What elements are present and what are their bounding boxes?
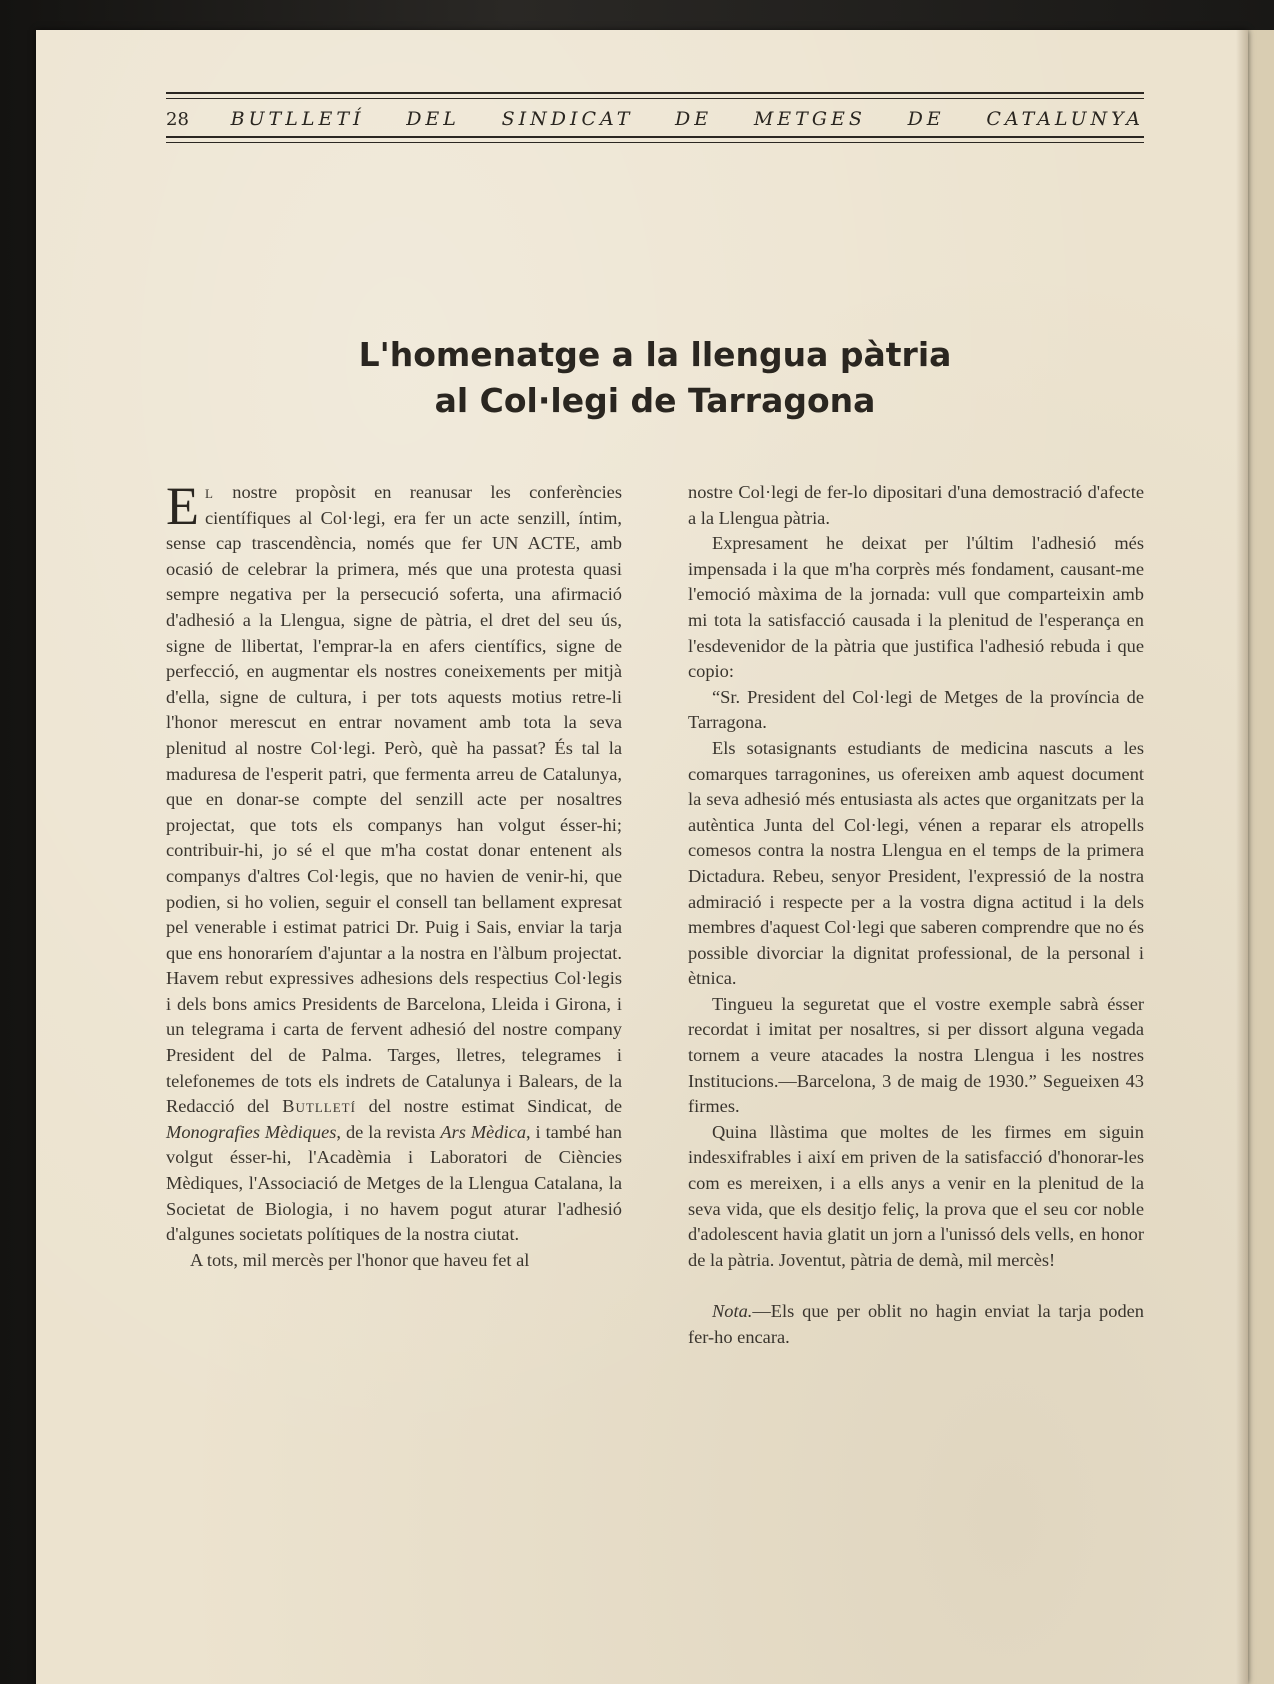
- adjacent-page-edge: [1248, 30, 1274, 1684]
- running-head: [166, 106, 1144, 132]
- paragraph: nostre Col·legi de fer-lo dipositari d'una demostració d'afecte a la Llengua pàtria.: [688, 482, 1144, 528]
- running-head-word: DE: [907, 108, 945, 130]
- smallcaps-text: l: [205, 482, 214, 502]
- running-head-word: CATALUNYA: [986, 108, 1144, 130]
- right-column: [688, 480, 1144, 1351]
- paragraph-text: del nostre estimat Sindicat, de: [355, 1096, 622, 1117]
- article-title-line-1: L'homenatge a la llengua pàtria: [358, 335, 952, 374]
- quoted-letter-salutation: “Sr. President del Col·legi de Metges de la província de Tarragona.: [688, 686, 1144, 733]
- article-title-line-2: al Col·legi de Tarragona: [434, 381, 876, 420]
- quoted-letter-body: Els sotasignants estudiants de medicina nascuts a les comarques tarragonines, us ofereixen amb aquest document la seva adhesió més entusiasta als actes que organitzats per la autèntica Junta del Col·legi, vénen a reparar els atropells comesos contra la nostra Llengua en el temps de la primera Dictadura. Rebeu, senyor President, l'expressió de la nostra admiració i respecte per a la vostra digna actitud i la dels membres d'aquest Col·legi que saberen comprendre que no és possible divorciar la dignitat professional, de la personal i ètnica.: [688, 737, 1144, 989]
- note-text: —Els que per oblit no hagin enviat la tarja poden fer-ho encara.: [688, 1301, 1144, 1347]
- page-number: 28: [166, 108, 189, 130]
- running-head-word: BUTLLETÍ: [230, 108, 365, 130]
- header-rule-bottom: [166, 136, 1144, 143]
- running-head-word: DE: [675, 108, 713, 130]
- paragraph-text: nostre propòsit en reanusar les conferències científiques al Col·legi, era fer un acte senzill, íntim, sense cap trascendència, només que fer UN ACTE, amb ocasió de celebrar la primera, més que una protesta quasi sempre negativa per la persecució soferta, una afirmació d'adhesió a la Llengua, signe de pàtria, el dret del seu ús, signe de llibertat, l'emprar-la en afers científics, signe de perfecció, en augmentar els nostres coneixements per mitjà d'ella, signe de cultura, i per tots aquests motius retre-li l'honor merescut en entrar novament amb tota la seva plenitud al nostre Col·legi. Però, què ha passat? És tal la maduresa de l'esperit patri, que fermenta arreu de Catalunya, que en donar-se compte del senzill acte per nosaltres projectat, que tots els companys han volgut ésser-hi; contribuir-hi, jo sé el que m'ha costat donar entenent als companys d'altres Col·legis, que no havien de venir-hi, que podien, si ho volien, seguir el consell tan bellament expresat pel venerable i estimat patrici Dr. Puig i Sais, enviar la tarja que ens honoraríem d'ajuntar a la nostra en l'àlbum projectat. Havem rebut expressives adhesions dels respectius Col·legis i dels bons amics Presidents de Barcelona, Lleida i Girona, i un telegrama i carta de fervent adhesió del nostre company President del de Palma. Targes, lletres, telegrames i telefonemes de tots els indrets de Catalunya i Balears, de la Redacció del: [166, 482, 622, 1117]
- article-body: [166, 476, 1144, 1480]
- page-gutter-shadow: [1236, 30, 1248, 1684]
- header-rule-top: [166, 92, 1144, 99]
- spacer: [688, 1273, 1144, 1299]
- left-column: [166, 476, 622, 1273]
- article-title: [166, 332, 1144, 424]
- paragraph: Expresament he deixat per l'últim l'adhesió més impensada i la que m'ha corprès més fondament, causant-me l'emoció màxima de la jornada: vull que comparteixin amb mi tota la satisfacció causada i la plenitud de l'esperança en l'esdevenidor de la pàtria que justifica l'adhesió rebuda i que copio:: [688, 533, 1144, 682]
- running-head-word: DEL: [406, 108, 460, 130]
- publication-name: Butlletí: [282, 1096, 356, 1117]
- drop-cap: E: [166, 476, 199, 536]
- note: [688, 1299, 1144, 1350]
- note-label: Nota.: [712, 1301, 753, 1322]
- paragraph: Quina llàstima que moltes de les firmes em siguin indesxifrables i així em priven de la satisfacció d'honorar-les com es mereixen, i a ells anys a venir en la plenitud de la seva vida, que els desitjo feliç, la prova que el seu cor noble d'adolescent havia glatit un jorn a l'unissó dels vells, en honor de la pàtria. Joventut, pàtria de demà, mil mercès!: [688, 1121, 1144, 1270]
- paragraph: A tots, mil mercès per l'honor que haveu fet al: [190, 1249, 530, 1270]
- running-head-word: METGES: [753, 108, 866, 130]
- paragraph: [166, 476, 622, 1248]
- paragraph-text: , de la revista: [336, 1121, 441, 1142]
- publication-name: Monografies Mèdiques: [166, 1121, 337, 1142]
- publication-name: Ars Mèdica: [440, 1121, 527, 1142]
- paragraph-text: , i també han volgut ésser-hi, l'Acadèmia i Laboratori de Ciències Mèdiques, l'Associació de Metges de la Llengua Catalana, la Societat de Biologia, i no havem pogut aturar l'adhesió d'algunes societats polítiques de la nostra ciutat.: [166, 1121, 622, 1245]
- quoted-letter-closing: Tingueu la seguretat que el vostre exemple sabrà ésser recordat i imitat per nosaltres, si per dissort alguna vegada tornem a veure atacades la nostra Llengua i les nostres Institucions.—Barcelona, 3 de maig de 1930.” Segueixen 43 firmes.: [688, 993, 1144, 1117]
- running-head-word: SINDICAT: [501, 108, 634, 130]
